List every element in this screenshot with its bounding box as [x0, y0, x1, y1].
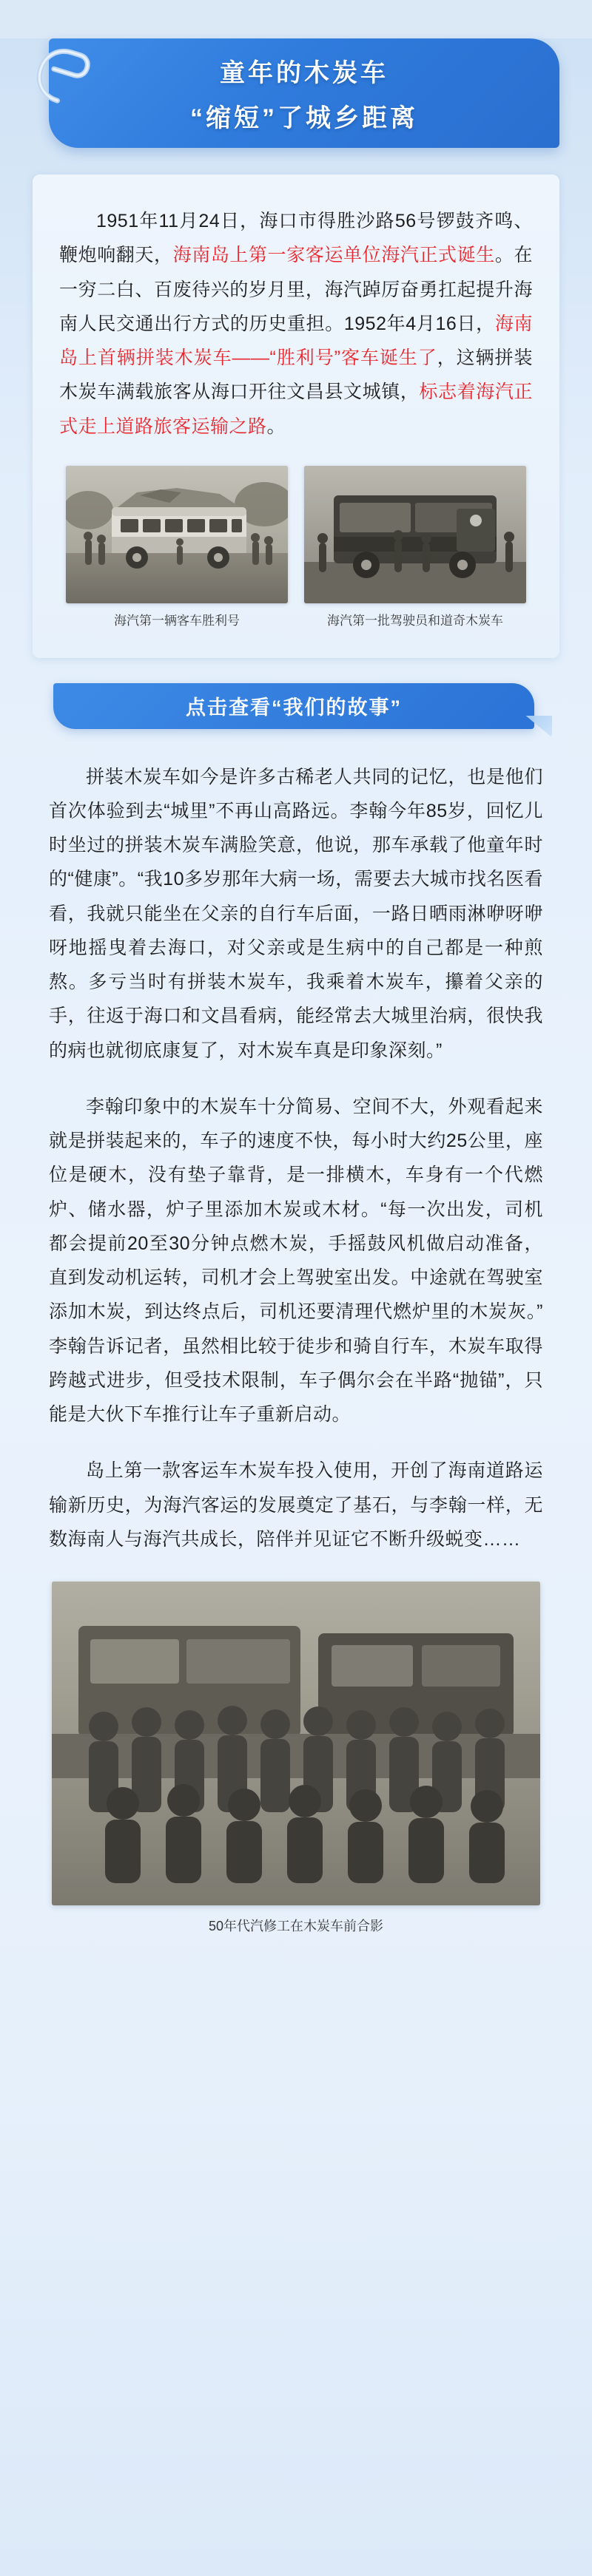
paragraph-2: 拼装木炭车如今是许多古稀老人共同的记忆，也是他们首次体验到去“城里”不再山高路远。李翰今年85岁，回忆儿时坐过的拼装木炭车满脸笑意，他说，那车承载了他童年时的“健康”。“我10多岁那年大病一场，需要去大城市找名医看看，我就只能坐在父亲的自行车后面，一路日晒雨淋咿呀咿呀地摇曳着去海口，对父亲或是生病中的自己都是一种煎熬。多亏当时有拼装木炭车，我乘着木炭车，攥着父亲的手，往返于海口和文昌看病，能经常去大城里治病，很快我的病也就彻底康复了，对木炭车真是印象深刻。”	[49, 766, 543, 1061]
photo-row	[59, 466, 533, 630]
bottom-photo-area	[52, 1582, 540, 1935]
title-banner-area	[33, 38, 559, 148]
text-run: 。在一穷二白、百废待兴的岁月里，海汽踔厉奋勇扛起提升海南人民交通出行方式的历史重担。1952年4月16日，	[59, 245, 533, 334]
text-run: 1951年11月24日，海口市得胜沙路56号锣鼓齐鸣、鞭炮响翻天，	[59, 211, 533, 266]
page-title-line-1: 童年的木炭车	[220, 59, 388, 87]
text-run-highlight: 海南岛上首辆拼装木炭车——“胜利号”客车诞生了	[59, 313, 533, 368]
paragraph-3: 李翰印象中的木炭车十分简易、空间不大，外观看起来就是拼装起来的，车子的速度不快，每小时大约25公里，座位是硬木，没有垫子靠背，是一排横木，车身有一个代燃炉、储水器，炉子里添加木炭或木材。“每一次出发，司机都会提前20至30分钟点燃木炭，手摇鼓风机做启动准备，直到发动机运转，司机才会上驾驶室出发。中途就在驾驶室添加木炭，到达终点后，司机还要清理代燃炉里的木炭灰。”李翰告诉记者，虽然相比较于徒步和骑自行车，木炭车取得跨越式进步，但受技术限制，车子偶尔会在半路“抛锚”，只能是大伙下车推行让车子重新启动。	[49, 1096, 543, 1426]
photo-drivers	[304, 466, 526, 603]
photo-item-first-bus	[66, 466, 288, 630]
article-body	[33, 760, 559, 1557]
text-run: 。	[266, 416, 286, 437]
text-run-highlight: 海南岛上第一家客运单位海汽正式诞生	[172, 245, 495, 266]
photo-first-bus	[66, 466, 288, 603]
view-our-story-label: 点击查看“我们的故事”	[186, 696, 402, 719]
title-banner	[49, 38, 559, 148]
cta-area	[33, 683, 559, 738]
text-run: ，这辆拼装木炭车满载旅客从海口开往文昌县文城镇，	[59, 348, 533, 403]
text-run-highlight: 标志着海汽正式走上道路旅客运输之路	[59, 382, 533, 437]
view-our-story-button[interactable]	[53, 683, 534, 729]
paragraph-4-highlight: 岛上第一款客运车木炭车投入使用，开创了海南道路运输新历史，为海汽客运的发展奠定了基石，与李翰一样，无数海南人与海汽共成长，陪伴并见证它不断升级蜕变……	[49, 1460, 543, 1550]
page-title-line-2: “缩短”了城乡距离	[190, 104, 418, 132]
article-page	[0, 38, 592, 2576]
photo-caption: 海汽第一批驾驶员和道奇木炭车	[327, 613, 503, 628]
photo-item-drivers	[304, 466, 526, 630]
photo-group-1950s	[52, 1582, 540, 1905]
bottom-photo-caption: 50年代汽修工在木炭车前合影	[208, 1919, 384, 1934]
photo-caption: 海汽第一辆客车胜利号	[114, 613, 240, 628]
intro-card	[33, 174, 559, 658]
paragraph-intro	[59, 204, 533, 444]
